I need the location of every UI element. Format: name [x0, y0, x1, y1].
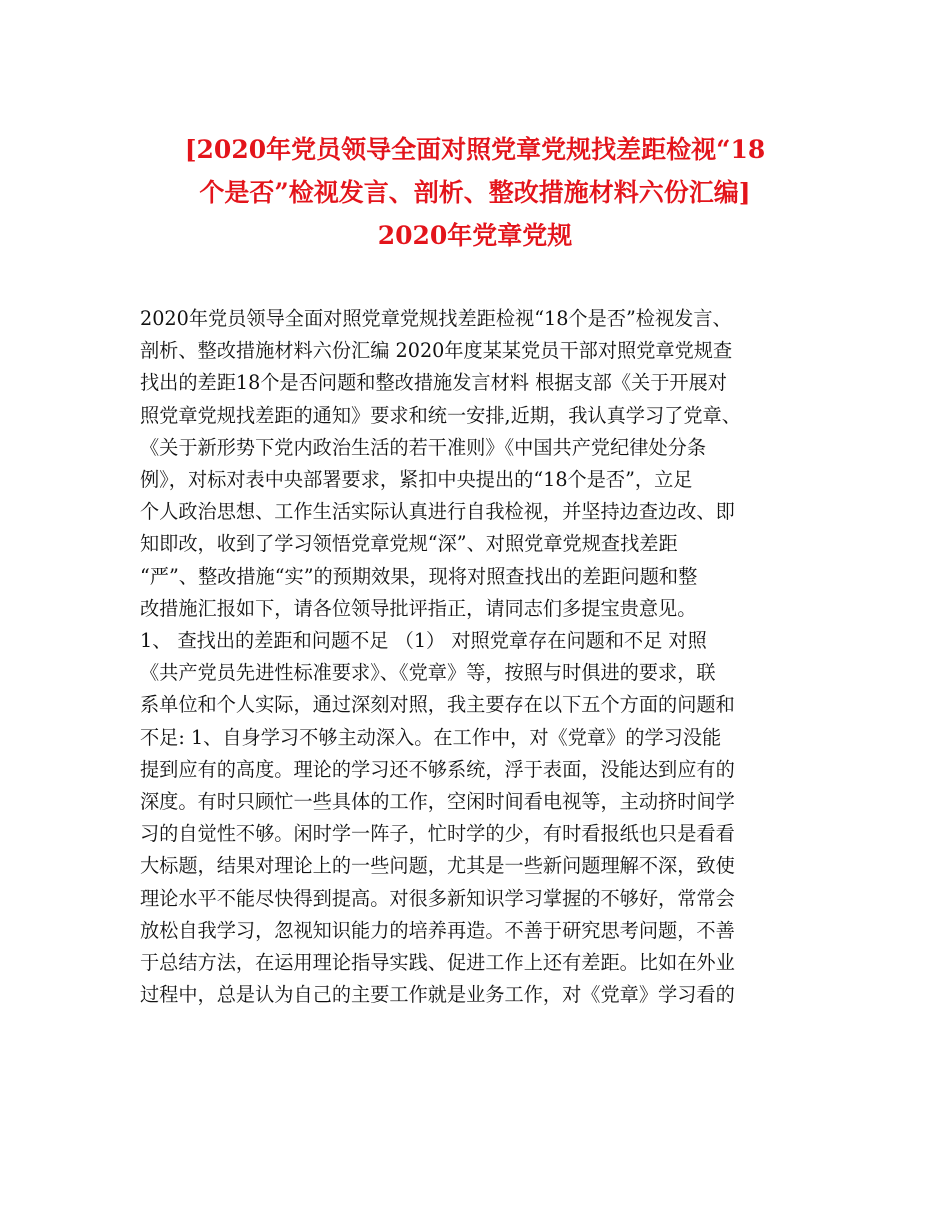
document-body — [140, 303, 830, 1011]
body-line: 不足: 1、自身学习不够主动深入。在工作中，对《党章》的学习没能 — [140, 725, 722, 749]
body-line: 剖析、整改措施材料六份汇编 2020年度某某党员干部对照党章党规查 — [140, 339, 733, 363]
document-title — [130, 128, 820, 257]
body-line: 《共产党员先进性标准要求》、《党章》等，按照与时俱进的要求，联 — [140, 661, 716, 685]
body-line: 深度。有时只顾忙一些具体的工作，空闲时间看电视等，主动挤时间学 — [140, 790, 735, 814]
body-line: 过程中，总是认为自己的主要工作就是业务工作，对《党章》学习看的 — [140, 983, 735, 1007]
body-line: 2020年党员领导全面对照党章党规找差距检视“18个是否”检视发言、 — [140, 307, 732, 330]
title-line: 个是否”检视发言、剖析、整改措施材料六份汇编] — [199, 178, 751, 207]
body-line: 找出的差距18个是否问题和整改措施发言材料 根据支部《关于开展对 — [140, 371, 727, 395]
body-line: 《关于新形势下党内政治生活的若干准则》《中国共产党纪律处分条 — [140, 435, 707, 459]
body-line: 照党章党规找差距的通知》要求和统一安排,近期，我认真学习了党章、 — [140, 403, 741, 427]
title-line: [2020年党员领导全面对照党章党规找差距检视“18 — [184, 135, 766, 164]
body-line: 1、 查找出的差距和问题不足 （1） 对照党章存在问题和不足 对照 — [140, 629, 707, 653]
body-line: 改措施汇报如下，请各位领导批评指正，请同志们多提宝贵意见。 — [140, 596, 697, 620]
body-line: 个人政治思想、工作生活实际认真进行自我检视，并坚持边查边改、即 — [140, 500, 735, 524]
body-line: 大标题，结果对理论上的一些问题，尤其是一些新问题理解不深，致使 — [140, 854, 735, 878]
body-line: 系单位和个人实际，通过深刻对照，我主要存在以下五个方面的问题和 — [140, 693, 735, 717]
body-line: 于总结方法，在运用理论指导实践、促进工作上还有差距。比如在外业 — [140, 951, 735, 975]
body-line: 知即改，收到了学习领悟党章党规“深”、对照党章党规查找差距 — [140, 532, 678, 556]
body-line: 习的自觉性不够。闲时学一阵子，忙时学的少，有时看报纸也只是看看 — [140, 822, 735, 846]
body-line: 放松自我学习，忽视知识能力的培养再造。不善于研究思考问题，不善 — [140, 918, 735, 942]
body-line: 例》，对标对表中央部署要求，紧扣中央提出的“18个是否”，立足 — [140, 468, 693, 492]
body-line: “严”、整改措施“实”的预期效果，现将对照查找出的差距问题和整 — [140, 564, 698, 588]
title-line: 2020年党章党规 — [377, 221, 573, 250]
body-line: 理论水平不能尽快得到提高。对很多新知识学习掌握的不够好，常常会 — [140, 886, 735, 910]
body-line: 提到应有的高度。理论的学习还不够系统，浮于表面，没能达到应有的 — [140, 757, 735, 781]
